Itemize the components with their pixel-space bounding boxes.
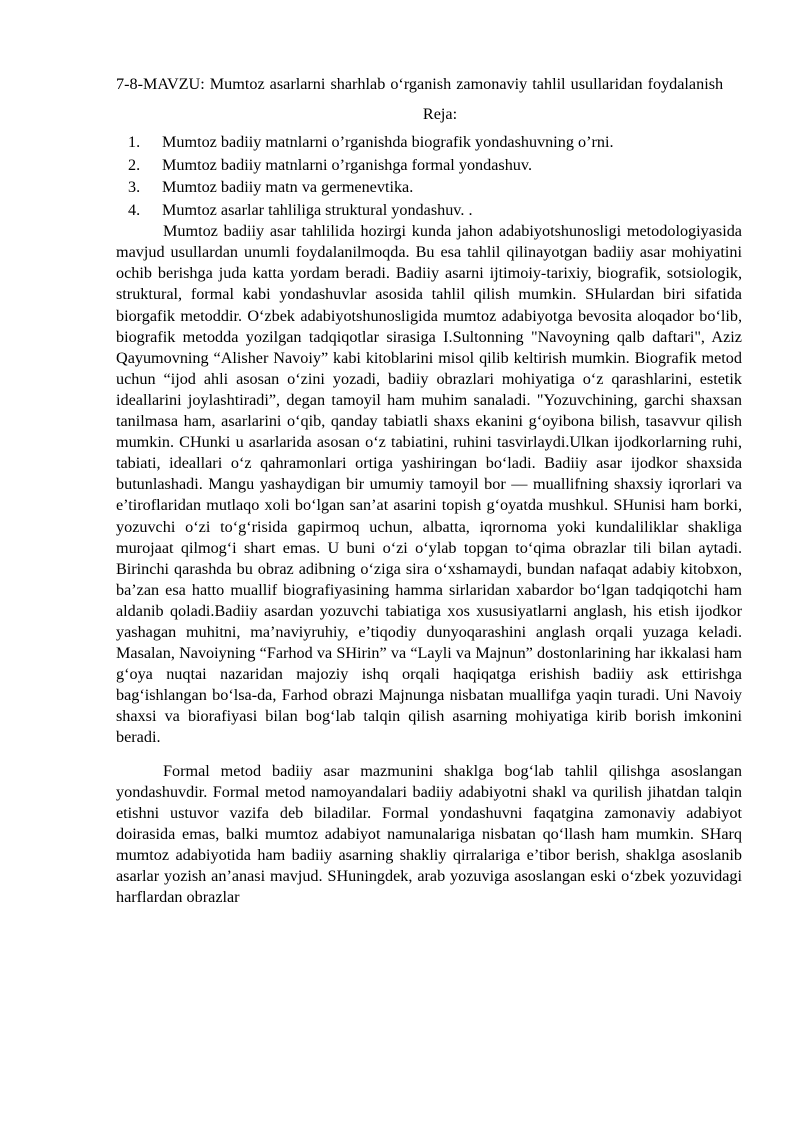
- plan-item: [116, 154, 742, 177]
- plan-item-text: Mumtoz badiiy matnlarni o’rganishda biografik yondashuvning o’rni.: [162, 133, 614, 152]
- plan-item: [116, 199, 742, 222]
- plan-item: [116, 176, 742, 199]
- plan-item: [116, 131, 742, 154]
- document-page: [116, 74, 742, 908]
- lesson-title: 7-8-MAVZU: Mumtoz asarlarni sharhlab o‘rganish zamonaviy tahlil usullaridan foydalanish: [116, 75, 724, 93]
- plan-item-text: Mumtoz asarlar tahliliga struktural yondashuv. .: [162, 200, 473, 219]
- body-paragraph-formal: Formal metod badiiy asar mazmunini shaklga bog‘lab tahlil qilishga asoslangan yondashuvdir. Formal metod namoyandalari badiiy adabiyotni shakl va qurilish jihatdan talqin etishni ustuvor vazifa deb biladilar. Formal yondashuvni faqatgina zamonaviy adabiyot doirasida emas, balki mumtoz adabiyot namunalariga nisbatan qo‘llash ham mumkin. SHarq mumtoz adabiyotida ham badiiy asarning shakliy qirralariga e’tibor berish, shaklga asoslanib asarlar yozish an’anasi mavjud. SHuningdek, arab yozuviga asoslangan eski o‘zbek yozuvidagi harflardan obrazlar: [116, 761, 742, 907]
- plan-item-number: 1.: [128, 133, 141, 152]
- plan-item-text: Mumtoz badiiy matnlarni o’rganishga formal yondashuv.: [162, 155, 532, 174]
- plan-heading: Reja:: [422, 105, 458, 124]
- plan-item-number: 2.: [128, 155, 141, 174]
- body-paragraph-biographical: Mumtoz badiiy asar tahlilida hozirgi kunda jahon adabiyotshunosligi metodologiyasida mavjud usullardan unumli foydalanilmoqda. Bu esa tahlil qilinayotgan badiiy asar mohiyatini ochib berishga juda katta yordam beradi. Badiiy asarni ijtimoiy-tarixiy, biografik, sotsiologik, struktural, formal kabi yondashuvlar asosida tahlil qilish mumkin. SHulardan biri sifatida biorgafik metoddir. O‘zbek adabiyotshunosligida mumtoz adabiyotga bevosita aloqador bo‘lib, biografik metodda yozilgan tadqiqotlar sirasiga I.Sultonning "Navoyning qalb daftari", Aziz Qayumovning “Alisher Navoiy” kabi kitoblarini misol qilib keltirish mumkin. Biografik metod uchun “ijod ahli asosan o‘zini yozadi, badiiy obrazlari mohiyatiga o‘z qarashlarini, estetik ideallarini joylashtiradi”, degan tamoyil ham muhim sanaladi. "Yozuvchining, garchi shaxsan tanilmasa ham, asarlarini o‘qib, qanday tabiatli shaxs ekanini g‘oyibona bilish, tasavvur qilish mumkin. CHunki u asarlarida asosan o‘z tabiatini, ruhini tasvirlaydi.Ulkan ijodkorlarning ruhi, tabiati, ideallari o‘z qahramonlari ortiga yashiringan bo‘ladi. Badiiy asar ijodkor shaxsida butunlashadi. Mangu yashaydigan bir umumiy tamoyil bor — muallifning shaxsiy iqrorlari va e’tiroflaridan mutlaqo xoli bo‘lgan san’at asarini topish g‘oyatda mushkul. SHunisi ham borki, yozuvchi o‘zi to‘g‘risida gapirmoq uchun, albatta, iqrornoma yoki kundaliliklar shakliga murojaat qilmog‘i shart emas. U buni o‘zi o‘ylab topgan to‘qima obrazlar tili bilan aytadi. Birinchi qarashda bu obraz adibning o‘ziga sira o‘xshamaydi, bundan nafaqat adabiy kitobxon, ba’zan esa hatto muallif biografiyasining hamma sirlaridan xabardor bo‘lgan tadqiqotchi ham aldanib qoladi.Badiiy asardan yozuvchi tabiatiga xos xususiyatlarni anglash, his etish ijodkor yashagan muhitni, ma’naviyruhiy, e’tiqodiy dunyoqarashini anglash orqali yuzaga keladi. Masalan, Navoiyning “Farhod va SHirin” va “Layli va Majnun” dostonlarining har ikkalasi ham g‘oya nuqtai nazaridan majoziy ishq orqali haqiqatga erishish badiiy ask ettirishga bag‘ishlangan bo‘lsa-da, Farhod obrazi Majnunga nisbatan muallifga yaqin turadi. Uni Navoiy shaxsi va biorafiyasi bilan bog‘lab talqin qilish asarning mohiyatiga kirib borish imkonini beradi.: [116, 222, 742, 747]
- plan-list: [116, 131, 742, 221]
- plan-item-text: Mumtoz badiiy matn va germenevtika.: [162, 178, 414, 197]
- plan-item-number: 4.: [128, 200, 141, 219]
- plan-item-number: 3.: [128, 178, 141, 197]
